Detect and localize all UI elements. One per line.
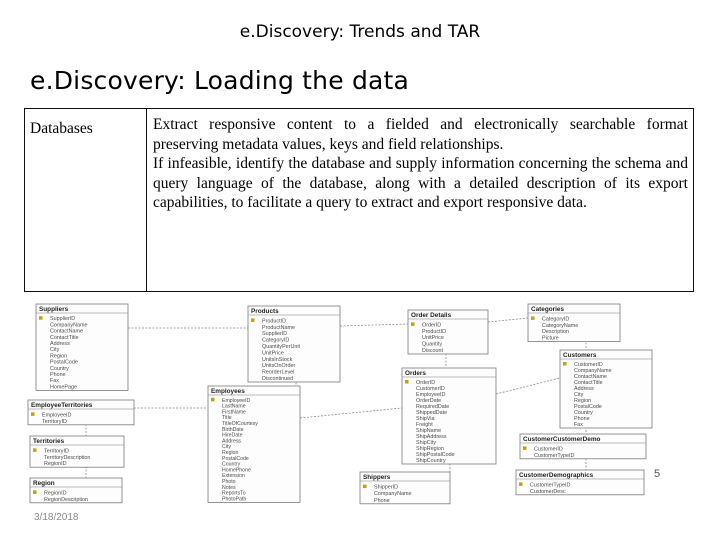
schema-table-title: Region — [33, 480, 55, 487]
schema-field: Freight — [416, 422, 433, 428]
schema-field: BirthDate — [222, 426, 244, 433]
schema-connector — [488, 318, 528, 322]
primary-key-icon — [563, 362, 567, 366]
primary-key-icon — [531, 316, 535, 320]
schema-field: ShipCountry — [416, 458, 446, 464]
schema-field: OrderID — [416, 380, 436, 386]
schema-field: CompanyName — [374, 491, 412, 498]
schema-field: Picture — [542, 335, 559, 342]
schema-field: Address — [574, 386, 594, 392]
schema-table-categories — [528, 304, 620, 342]
schema-field: CategoryName — [542, 322, 579, 329]
schema-field: Region — [50, 353, 68, 360]
schema-table-title: Employees — [211, 388, 245, 395]
schema-table-suppliers — [36, 304, 128, 390]
schema-field: Fax — [574, 422, 583, 428]
schema-field: Fax — [50, 378, 59, 385]
schema-field: Address — [50, 341, 70, 347]
schema-field: ShipPostalCode — [416, 452, 455, 458]
primary-key-icon — [39, 316, 43, 320]
schema-field: ShipName — [416, 428, 442, 434]
schema-table-territories — [30, 436, 124, 467]
schema-field: RegionID — [44, 461, 67, 468]
schema-table-employees — [208, 386, 300, 502]
schema-table-title: Suppliers — [39, 306, 69, 313]
schema-field: CompanyName — [50, 322, 88, 329]
schema-field: City — [50, 347, 60, 354]
schema-field: Phone — [574, 416, 590, 422]
schema-table-title: CustomerCustomerDemo — [523, 436, 601, 443]
schema-table-title: CustomerDemographics — [519, 472, 594, 479]
schema-field: Country — [50, 365, 69, 372]
schema-field: Discontinued — [262, 376, 294, 382]
schema-field: CustomerID — [534, 446, 563, 453]
schema-field: ShipAddress — [416, 434, 447, 440]
page-number: 5 — [654, 468, 661, 480]
schema-field: ShippedDate — [416, 410, 448, 416]
schema-connector — [496, 378, 560, 394]
schema-field: TerritoryID — [42, 418, 67, 425]
schema-field: ShipRegion — [416, 446, 444, 452]
schema-table-title: Categories — [531, 306, 565, 313]
description-paragraph-2: If infeasible, identify the database and supply information concerning the schema and query language of the database, along with a detailed description of its export capabilities, to facilitate a query to extract and export responsive data. — [153, 155, 688, 211]
schema-field: RegionID — [44, 490, 67, 497]
schema-field: SupplierID — [50, 316, 76, 323]
schema-field: PhotoPath — [222, 496, 247, 503]
schema-field: CustomerID — [574, 362, 603, 368]
schema-table-employee-territories — [28, 400, 134, 425]
schema-table-title: Order Details — [411, 312, 452, 319]
schema-connector — [300, 408, 402, 418]
primary-key-icon — [33, 490, 37, 494]
schema-field: CategoryID — [542, 316, 570, 323]
primary-key-icon — [31, 412, 35, 416]
database-schema-diagram — [26, 298, 694, 518]
schema-field: EmployeeID — [222, 397, 251, 404]
primary-key-icon — [405, 380, 409, 384]
schema-field: OrderDate — [416, 398, 442, 404]
schema-table-title: Products — [251, 308, 279, 315]
schema-field: ReportsTo — [222, 490, 246, 497]
schema-field: City — [574, 392, 584, 398]
schema-field: QuantityPerUnit — [262, 344, 301, 350]
schema-table-orders — [402, 368, 496, 464]
primary-key-icon — [523, 446, 527, 450]
table-row-label — [25, 109, 147, 291]
schema-field: PostalCode — [222, 455, 249, 462]
schema-field: Region — [222, 450, 239, 456]
schema-connector — [340, 324, 408, 326]
schema-field: HomePage — [50, 384, 77, 391]
schema-field: TerritoryDescription — [44, 454, 91, 461]
schema-field: Quantity — [422, 341, 443, 348]
schema-field: UnitPrice — [422, 335, 444, 342]
header-title: e.Discovery: Trends and TAR — [239, 22, 481, 42]
schema-field: ContactName — [574, 374, 607, 380]
slide-title: e.Discovery: Loading the data — [30, 66, 410, 95]
description-paragraph-1: Extract responsive content to a fielded and electronically searchable format preserving metadata values, keys and field relationships. — [153, 116, 688, 153]
schema-field: TerritoryID — [44, 448, 69, 455]
schema-field: UnitsOnOrder — [262, 363, 296, 370]
schema-field: CustomerID — [416, 386, 445, 392]
schema-field: CompanyName — [574, 368, 612, 374]
footer-date: 3/18/2018 — [34, 512, 79, 523]
schema-field: CustomerTypeID — [534, 452, 575, 459]
schema-field: Title — [222, 415, 232, 422]
schema-field: Extension — [222, 473, 245, 480]
schema-field: City — [222, 444, 231, 451]
schema-field: RequiredDate — [416, 404, 450, 410]
schema-field: PostalCode — [50, 359, 78, 366]
schema-field: Description — [542, 329, 569, 336]
primary-key-icon — [211, 398, 215, 402]
schema-field: EmployeeID — [42, 412, 72, 419]
schema-field: ProductID — [422, 328, 446, 335]
schema-field: CategoryID — [262, 337, 290, 344]
schema-table-region — [30, 478, 122, 503]
schema-field: Address — [222, 438, 242, 445]
schema-field: TitleOfCourtesy — [222, 421, 258, 427]
schema-table-title: Shippers — [363, 474, 391, 481]
schema-field: SupplierID — [262, 331, 288, 338]
schema-field: CustomerDesc — [530, 488, 566, 495]
schema-table-order-details — [408, 310, 488, 354]
schema-field: Phone — [374, 497, 390, 504]
content-table — [24, 108, 694, 292]
schema-table-title: Customers — [563, 352, 597, 359]
schema-table-title: Orders — [405, 370, 426, 377]
schema-field: Photo — [222, 479, 236, 485]
schema-field: FirstName — [222, 409, 246, 416]
table-row-description — [147, 109, 693, 291]
schema-table-customers — [560, 350, 652, 428]
schema-field: EmployeeID — [416, 392, 446, 398]
primary-key-icon — [519, 482, 523, 486]
schema-field: Notes — [222, 484, 236, 491]
schema-field: ContactTitle — [50, 334, 79, 341]
schema-field: ReorderLevel — [262, 369, 295, 376]
primary-key-icon — [33, 448, 37, 452]
schema-field: ShipperID — [374, 484, 398, 491]
primary-key-icon — [411, 322, 415, 326]
schema-field: OrderID — [422, 322, 442, 329]
schema-field: PostalCode — [574, 404, 602, 410]
schema-table-title: Territories — [33, 438, 65, 445]
schema-field: Phone — [50, 372, 66, 378]
schema-field: HomePhone — [222, 467, 251, 474]
schema-field: ContactTitle — [574, 380, 603, 386]
schema-field: UnitPrice — [262, 350, 284, 357]
schema-field: Region — [574, 398, 592, 404]
schema-table-customer-customer-demo — [520, 434, 646, 459]
schema-field: Discount — [422, 348, 443, 354]
schema-field: RegionDescription — [44, 496, 89, 503]
schema-field: ShipVia — [416, 416, 435, 422]
schema-field: CustomerTypeID — [530, 482, 571, 489]
schema-field: ProductID — [262, 318, 286, 325]
primary-key-icon — [363, 485, 367, 489]
primary-key-icon — [251, 318, 255, 322]
schema-field: Country — [574, 410, 593, 416]
schema-table-shippers — [360, 472, 450, 504]
schema-table-customer-demographics — [516, 470, 644, 495]
schema-field: LastName — [222, 403, 246, 410]
schema-field: HireDate — [222, 432, 243, 439]
schema-field: ContactName — [50, 328, 83, 335]
schema-field: ShipCity — [416, 440, 437, 446]
schema-field: Country — [222, 461, 241, 468]
schema-table-title: EmployeeTerritories — [31, 402, 93, 409]
row-label-databases: Databases — [30, 120, 93, 137]
schema-table-products — [248, 306, 340, 382]
schema-field: ProductName — [262, 324, 295, 331]
schema-field: UnitsInStock — [262, 356, 293, 363]
